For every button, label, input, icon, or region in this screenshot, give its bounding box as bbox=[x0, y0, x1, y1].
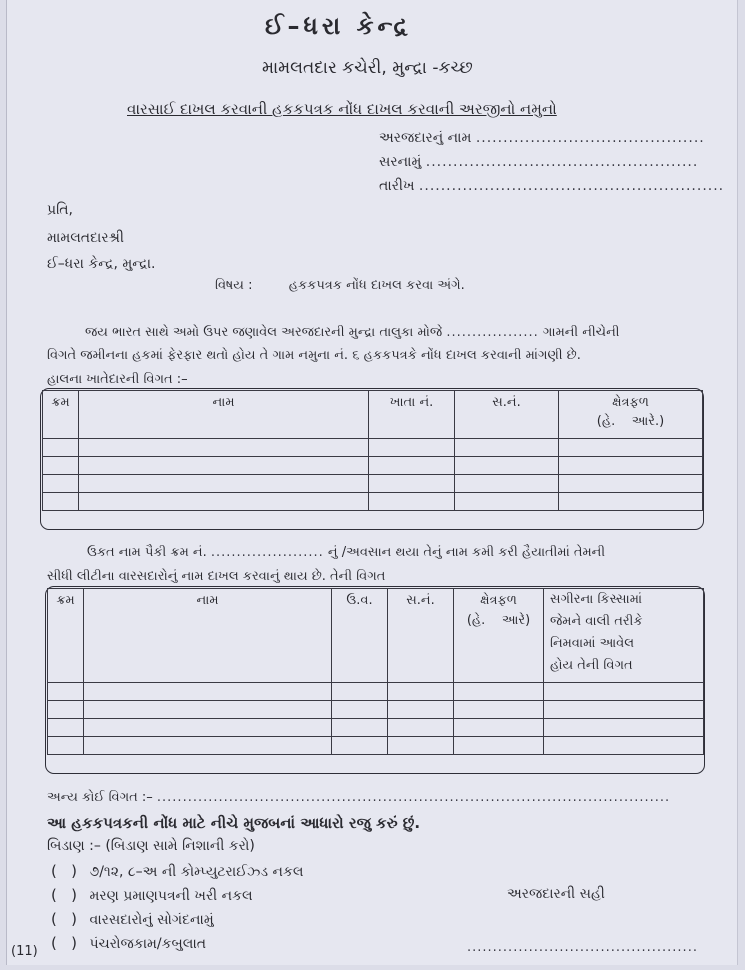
attachment-item[interactable] bbox=[51, 934, 206, 952]
table-row bbox=[48, 701, 704, 719]
table-row bbox=[48, 737, 704, 755]
body-para1-part1: જય ભારત સાથે અમો ઉપર જણાવેલ અરજદારની મુન્દ્રા તાલુકા મોજે bbox=[85, 325, 443, 340]
serial-no-blank: ...................... bbox=[210, 545, 324, 560]
checkbox-icon[interactable]: ( ) bbox=[51, 886, 78, 904]
recipient-to: પ્રતિ, bbox=[47, 202, 73, 218]
minor-line-3: નિમવામાં આવેલ bbox=[550, 636, 635, 651]
table2-header-serial: ક્રમ bbox=[48, 589, 84, 683]
table-row bbox=[43, 457, 703, 475]
table1-header-area bbox=[559, 391, 703, 439]
form-heading: વારસાઈ દાખલ કરવાની હકકપત્રક નોંધ દાખલ કરવાની અરજીનો નમુનો bbox=[127, 100, 557, 118]
table1-header-name: નામ bbox=[79, 391, 369, 439]
application-date-field bbox=[379, 178, 724, 194]
table2-header-area-label: ક્ષેત્રફળ bbox=[480, 593, 517, 608]
applicant-address-field bbox=[379, 154, 698, 170]
applicant-name-field bbox=[379, 130, 705, 146]
table1-header-account-no: ખાતા નં. bbox=[369, 391, 455, 439]
applicant-address-blank: .................................................. bbox=[425, 154, 699, 170]
application-date-blank: ........................................................ bbox=[418, 178, 725, 194]
body-para1-line2: વિગતે જમીનના હકમાં ફેરફાર થતો હોય તે ગામ નમુના નં. ૬ હકકપત્રકે નોંધ દાખલ કરવાની માંગણી છે. bbox=[47, 348, 581, 363]
signature-label: અરજદારની સહી bbox=[507, 886, 605, 902]
heirs-table bbox=[47, 588, 704, 755]
minor-line-4: હોય તેની વિગત bbox=[550, 658, 633, 673]
applicant-name-label: અરજદારનું નામ bbox=[379, 130, 472, 146]
attachment-label: વારસદારોનું સોગંદનામું bbox=[89, 912, 214, 928]
table-row bbox=[43, 439, 703, 457]
current-holders-label: હાલના ખાતેદારની વિગત :– bbox=[47, 372, 188, 387]
table2-header-area bbox=[454, 589, 544, 683]
application-date-label: તારીખ bbox=[379, 178, 415, 194]
table1-header-area-units: (હે. આરે.) bbox=[596, 414, 665, 429]
office-subtitle: મામલતદાર કચેરી, મુન્દ્રા -કચ્છ bbox=[262, 58, 473, 78]
para2-part2: નું /અવસાન થયા તેનું નામ કમી કરી હૈયાતીમાં તેમની bbox=[327, 545, 606, 560]
current-holders-table bbox=[42, 390, 703, 511]
table2-header-minor-details bbox=[544, 589, 704, 683]
table2-header-age: ઉ.વ. bbox=[332, 589, 388, 683]
subject-line bbox=[215, 278, 465, 293]
para2-line2: સીધી લીટીના વારસદારોનું નામ દાખલ કરવાનું થાય છે. તેની વિગત bbox=[47, 569, 386, 584]
attachment-item[interactable] bbox=[51, 862, 303, 880]
signature-blank: ............................................. bbox=[467, 940, 698, 955]
minor-line-2: જેમને વાલી તરીકે bbox=[550, 614, 643, 629]
table-row bbox=[48, 719, 704, 737]
other-details-label: અન્ય કોઈ વિગત :– bbox=[47, 790, 153, 805]
attachment-label: ૭/૧૨, ૮–અ ની કોમ્પ્યુટરાઈઝ્ડ નકલ bbox=[89, 864, 304, 880]
table-row bbox=[43, 475, 703, 493]
attachment-item[interactable] bbox=[51, 886, 253, 904]
checkbox-icon[interactable]: ( ) bbox=[51, 862, 78, 880]
table-row bbox=[48, 683, 704, 701]
table2-header-name: નામ bbox=[84, 589, 332, 683]
attachment-label: પંચરોજકામ/કબુલાત bbox=[89, 936, 207, 952]
minor-line-1: સગીરના કિસ્સામાં bbox=[550, 592, 643, 607]
other-details-line bbox=[47, 790, 670, 805]
para2-part1: ઉકત નામ પૈકી ક્રમ નં. bbox=[87, 545, 207, 560]
table2-header-area-units: (હે. આરે) bbox=[466, 613, 531, 628]
page-number: (11) bbox=[11, 944, 38, 959]
table1-header-serial: ક્રમ bbox=[43, 391, 79, 439]
applicant-name-blank: .......................................... bbox=[475, 130, 705, 146]
table-row bbox=[43, 493, 703, 511]
checkbox-icon[interactable]: ( ) bbox=[51, 910, 78, 928]
checkbox-icon[interactable]: ( ) bbox=[51, 934, 78, 952]
table2-header-survey-no: સ.નં. bbox=[388, 589, 454, 683]
submission-statement: આ હકકપત્રકની નોંધ માટે નીચે મુજબનાં આધારો રજુ કરું છું. bbox=[47, 814, 421, 832]
office-title: ઈ–ધરા કેન્દ્ર bbox=[265, 12, 412, 40]
recipient-place: ઈ–ધરા કેન્દ્ર, મુન્દ્રા. bbox=[47, 256, 156, 272]
body-para1-line1 bbox=[85, 325, 620, 340]
subject-text: હકકપત્રક નોંધ દાખલ કરવા અંગે. bbox=[288, 278, 465, 293]
other-details-blank: .................................................................................................... bbox=[156, 790, 671, 805]
subject-label: વિષય : bbox=[215, 278, 253, 293]
table1-header-area-label: ક્ષેત્રફળ bbox=[612, 395, 649, 410]
village-blank: .................. bbox=[446, 325, 539, 340]
body-para1-part2: ગામની નીચેની bbox=[542, 325, 620, 340]
attachment-label: મરણ પ્રમાણપત્રની ખરી નકલ bbox=[89, 888, 253, 904]
attachment-item[interactable] bbox=[51, 910, 214, 928]
applicant-address-label: સરનામું bbox=[379, 154, 422, 170]
form-page bbox=[6, 0, 738, 965]
table1-header-survey-no: સ.નં. bbox=[455, 391, 559, 439]
para2-line1 bbox=[87, 545, 605, 560]
recipient-office: મામલતદારશ્રી bbox=[47, 230, 124, 246]
attachments-label: બિડાણ :– (બિડાણ સામે નિશાની કરો) bbox=[47, 838, 255, 854]
